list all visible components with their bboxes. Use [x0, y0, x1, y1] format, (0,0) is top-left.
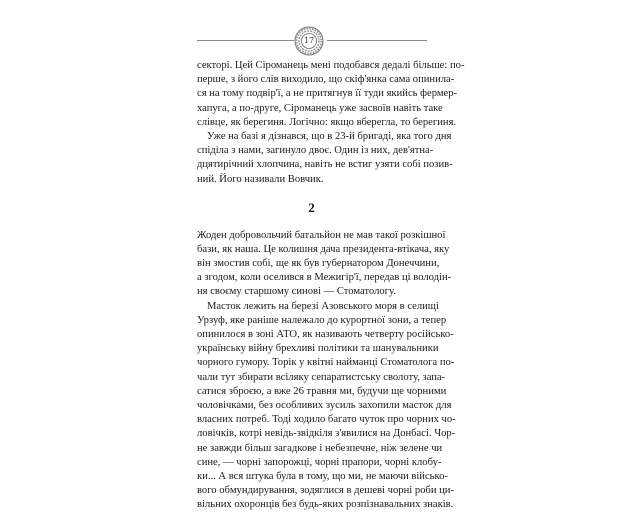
- rosette-ornament-icon: [294, 26, 324, 56]
- header-rule-left: [197, 40, 294, 41]
- text-line: не завжди більш загадкове і небезпечне, ніж зелене чи: [197, 442, 443, 454]
- text-line: хапуга, а по-друге, Сіроманець уже засвоїв навіть таке: [197, 102, 443, 114]
- text-line: чоловічками, без особливих зусиль захопили масток для: [197, 399, 452, 411]
- text-line: Жоден добровольчий батальйон не мав такої розкішної: [197, 229, 446, 241]
- paragraph: [197, 130, 453, 187]
- text-line: слівце, як берегиня. Логічно: якщо вберегла, то берегиня.: [197, 116, 457, 128]
- text-line: Уже на базі я дізнався, що в 23-й бригаді, яка того дня: [207, 130, 452, 142]
- text-line: опинилося в зоні АТО, як називають четверту російсько-: [197, 329, 454, 340]
- chapter-number: 2: [308, 199, 315, 215]
- text-line: він змостив собі, ще як був губернатором Донеччини,: [197, 258, 440, 270]
- text-line: власних потреб. Тоді ходило багато чуток про чорних чо-: [197, 414, 456, 426]
- text-line: вільних охоронців без будь-яких розпізнавальних знаків.: [197, 499, 454, 511]
- text-line: ня своєму старшому синові — Стоматологу.: [197, 286, 396, 298]
- header-rule-right: [327, 40, 427, 41]
- text-line: ки... А вся штука була в тому, що ми, не маючи військо-: [197, 470, 448, 482]
- text-line: ний. Його називали Вовчик.: [197, 173, 324, 185]
- text-line: сатися зброєю, а вже 26 травня ми, будучи ще чорними: [197, 385, 447, 397]
- paragraph: [197, 229, 452, 300]
- text-line: ся на тому подвір'ї, а не притягнув її туди якийсь фермер-: [197, 88, 458, 100]
- text-line: перше, з його слів виходило, що скіф'янка сама опинила-: [197, 74, 455, 86]
- page-number: 17: [303, 36, 315, 45]
- text-line: чорного гумору. Торік у квітні найманці Стоматолога по-: [197, 357, 455, 369]
- text-line: вого обмундирування, зодяглися в дешеві чорні роби ци-: [197, 485, 455, 497]
- text-line: спіділа з нами, загинуло двоє. Один із них, дев'ятна-: [197, 145, 434, 157]
- text-line: чали тут збирати всіляку сепаратистську сволоту, запа-: [197, 371, 446, 383]
- text-line: дцятирічний хлопчина, навіть не встиг узяти собі позив-: [197, 159, 453, 171]
- page-header: [197, 26, 427, 56]
- text-line: а згодом, коли оселився в Межигір'ї, передав ці володін-: [197, 272, 452, 284]
- text-line: секторі. Цей Сіроманець мені подобався дедалі більше: по-: [197, 60, 465, 71]
- text-line: Масток лежить на березі Азовського моря в селищі: [207, 300, 439, 312]
- text-line: українську війну брехливі політики та шанувальники: [197, 343, 439, 355]
- text-line: сине, — чорні запорожці, чорні прапори, чорні клобу-: [197, 456, 442, 468]
- text-line: бази, як наша. Це колишня дача президента-втікача, яку: [197, 243, 450, 255]
- body-text: [197, 59, 465, 512]
- paragraph: [197, 59, 465, 130]
- text-line: ловічків, котрі невідь-звідкіля з'явилися на Донбасі. Чор-: [197, 428, 456, 440]
- paragraph: [197, 300, 456, 512]
- text-line: Урзуф, яке раніше належало до курортної зони, а тепер: [197, 314, 447, 326]
